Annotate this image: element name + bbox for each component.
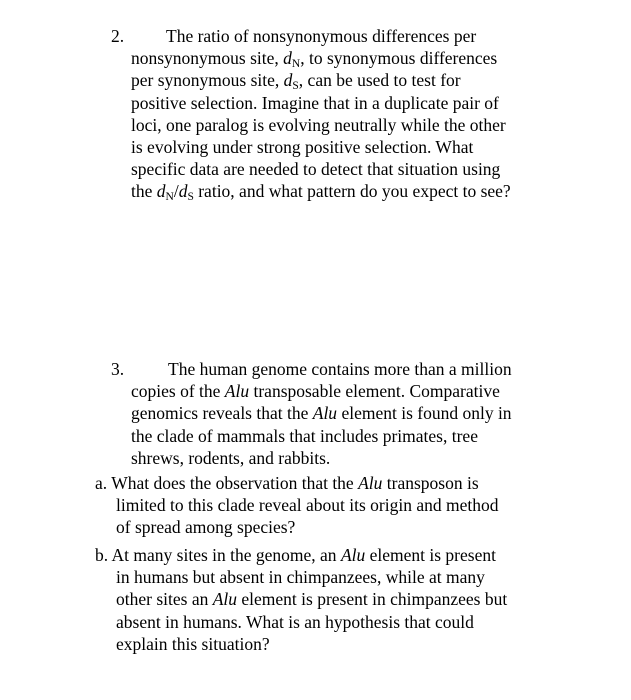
question-3a-line: of spread among species? [116,517,296,538]
question-3b-line: other sites an Alu element is present in chimpanzees but [116,589,508,610]
question-2-line: specific data are needed to detect that situation using [131,159,501,180]
question-2-line: the $d_N/d_S$ ratio, and what pattern do you expect to see? [131,181,511,204]
question-3-line: genomics reveals that the Alu element is found only in [131,403,512,424]
question-2-line: is evolving under strong positive selection. What [131,136,474,157]
question-3-line: copies of the Alu transposable element. Comparative [131,381,500,402]
question-2 [111,25,511,203]
question-3b-line: in humans but absent in chimpanzees, while at many [116,567,485,588]
question-2-number: 2. [111,26,125,46]
question-3b [95,544,507,655]
question-3b-line: explain this situation? [116,633,270,654]
question-3 [111,358,512,469]
question-2-line: per synonymous site, $d_S$, can be used to test for [131,70,461,93]
question-3b-line: b. At many sites in the genome, an Alu element is present [95,545,496,565]
question-3a-line: a. What does the observation that the Alu transposon is [95,473,479,493]
question-3-line: shrews, rodents, and rabbits. [131,447,331,468]
question-3-line: the clade of mammals that includes primates, tree [131,425,478,446]
question-3-number: 3. [111,359,125,379]
question-2-line: loci, one paralog is evolving neutrally while the other [131,114,506,135]
question-2-line: positive selection. Imagine that in a duplicate pair of [131,92,499,113]
question-3a-line: limited to this clade reveal about its origin and method [116,495,499,516]
question-3a [95,472,498,539]
question-2-line: The ratio of nonsynonymous differences per [166,26,477,46]
question-2-line: nonsynonymous site, $d_N$, to synonymous differences [131,48,498,71]
question-3-line: The human genome contains more than a million [168,359,512,379]
question-3b-line: absent in humans. What is an hypothesis that could [116,611,474,632]
